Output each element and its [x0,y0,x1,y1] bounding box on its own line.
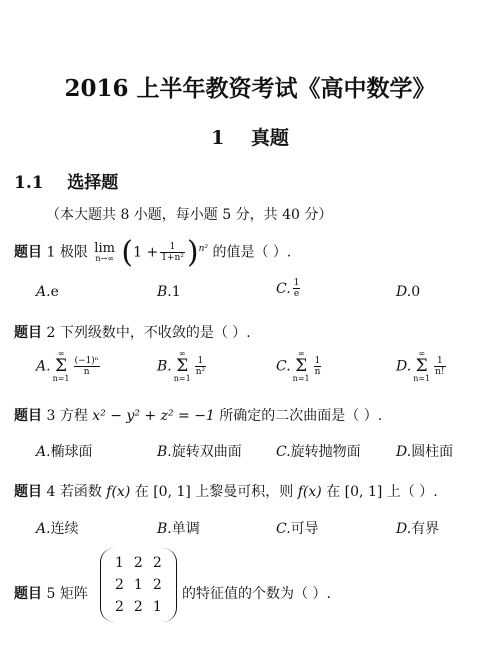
section-instructions: （本大题共 8 小题，每小题 5 分，共 40 分） [46,207,333,223]
option-b: B.旋转双曲面 [157,444,242,460]
question-text: 极限 [59,244,88,261]
question-label: 题目 [14,408,42,424]
question-1: 题目 1 极限 lim n→∞ (1 + $\frac{1}{\text{1+n²}}$ )$^{n^2}$ 的值是（ ）. [14,235,292,270]
option-a: A.∞ Σ n=1 $\frac{\text{(−1)ⁿ}}{n}$ [36,349,99,383]
question-number: 3 [46,408,56,424]
limit-expression: lim n→∞ [94,241,115,263]
question-number: 4 [46,484,56,500]
option-c: C.∞ Σ n=1 $\frac{1}{n}$ [276,349,321,383]
question-label: 题目 [14,484,42,500]
option-d: D.∞ Σ n=1 $\frac{1}{n!}$ [396,349,445,383]
question-2 [14,322,251,342]
question-4: 题目 4 若函数 f(x) 在 [0, 1] 上黎曼可积，则 f(x) 在 [0, 1] 上（ ）. [14,484,438,500]
option-a: A.e [36,284,59,300]
question-text-end: 的特征值的个数为（ ）. [182,586,331,602]
section-number: 1.1 [14,173,44,193]
page-title: 2016 上半年教资考试《高中数学》 [64,75,436,102]
question-label: 题目 [14,244,42,261]
option-b: B.单调 [157,521,200,537]
equation: x² − y² + z² = −1 [92,408,215,424]
option-d: D.0 [396,284,421,300]
question-label: 题目 [14,325,42,341]
option-c: C. $\frac{1}{e}$ [276,278,300,300]
question-3 [14,405,382,425]
question-text-end: 的值是（ ）. [212,244,292,261]
question-number: 1 [46,244,56,261]
question-text: 矩阵 [59,586,88,602]
chapter-label: 真题 [250,127,289,149]
question-number: 5 [46,586,56,602]
option-d: D.有界 [396,521,440,537]
option-b: B.1 [157,284,181,300]
option-b: B.∞ Σ n=1 $\frac{1}{\text{n²}}$ [157,349,206,383]
option-a: A.椭球面 [36,444,93,460]
option-c: C.旋转抛物面 [276,444,361,460]
option-c: C.可导 [276,521,319,537]
matrix: 1 2 2 2 1 2 2 2 1 [100,548,177,622]
question-5 [14,583,88,603]
option-a: A.连续 [36,521,79,537]
option-d: D.圆柱面 [396,444,454,460]
section-label: 选择题 [67,173,119,193]
question-label: 题目 [14,586,42,602]
chapter-heading [0,123,500,150]
chapter-number: 1 [211,127,225,149]
question-number: 2 [46,325,56,341]
question-text: 方程 [59,408,88,424]
question-text-end: 所确定的二次曲面是（ ）. [219,408,383,424]
question-text: 下列级数中，不收敛的是（ ）. [59,325,251,341]
section-heading [14,168,118,193]
